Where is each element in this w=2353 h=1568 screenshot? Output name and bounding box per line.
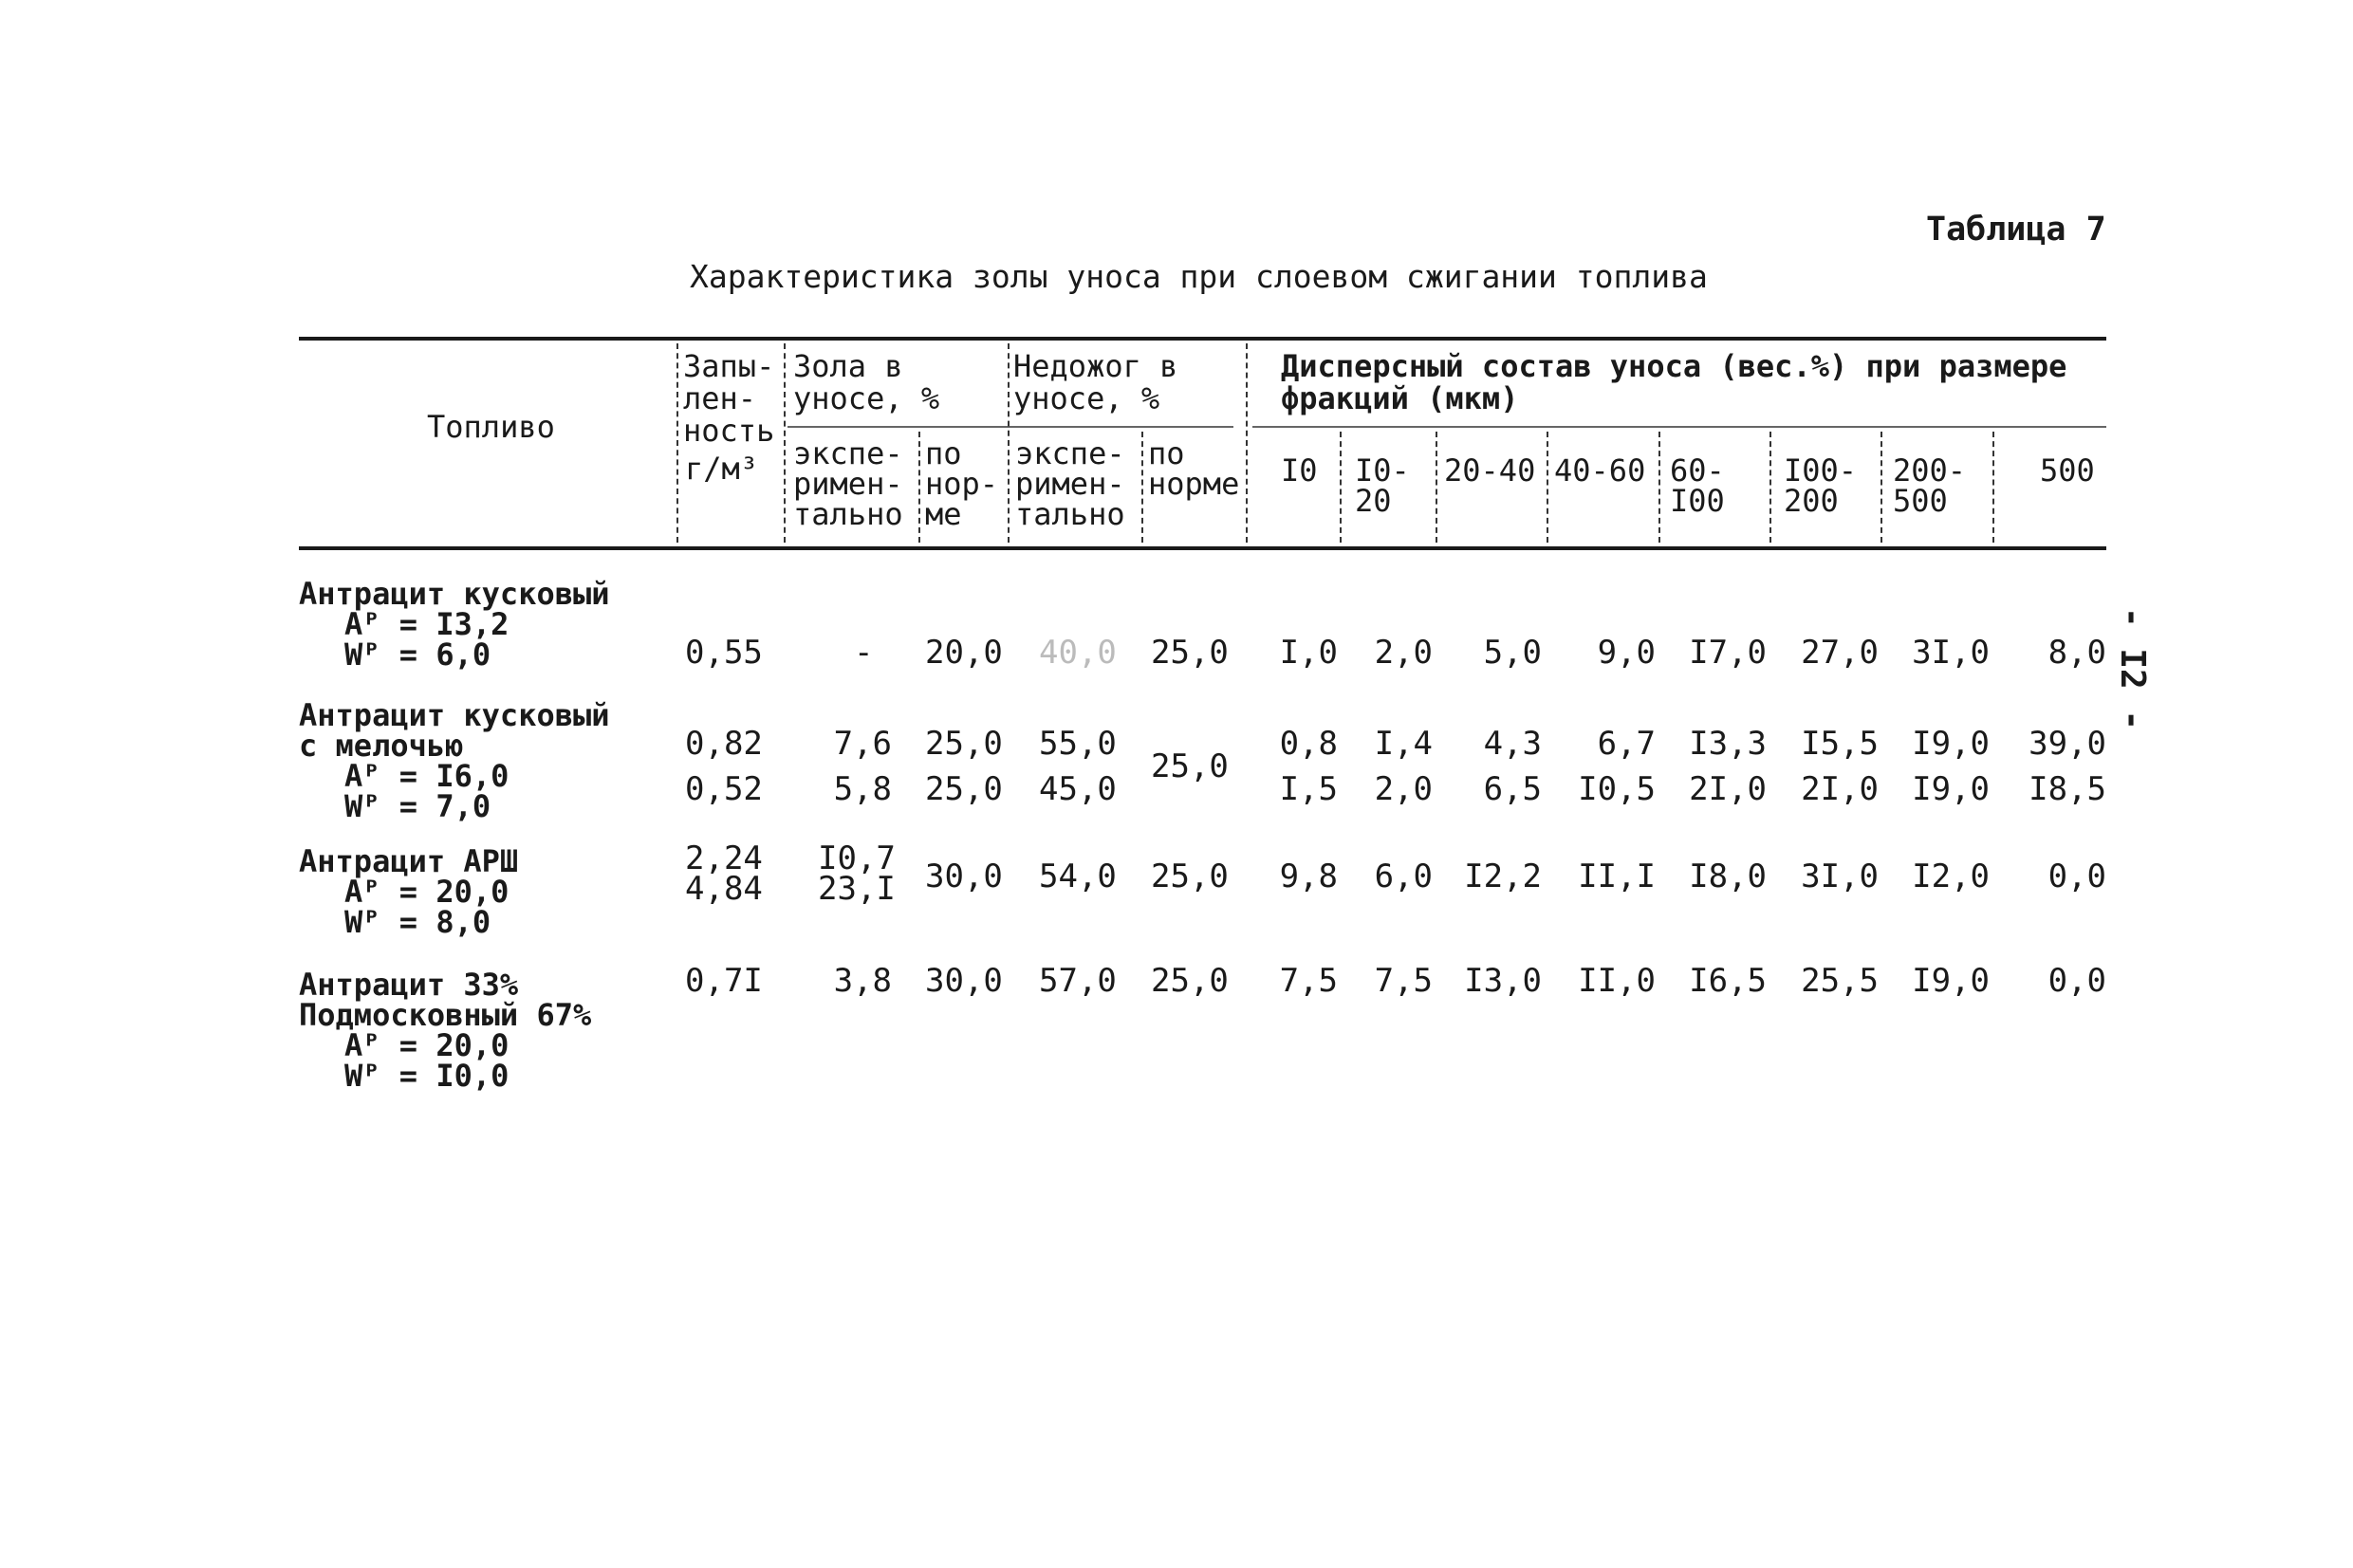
header-fraction-10: I0 [1281,452,1318,489]
dust-value: 0,52 [685,770,763,808]
fraction-value: I3,3 [1689,725,1767,763]
fuel-name [299,576,610,673]
fuel-ash-param: Aᴾ = 20,0 [344,874,510,910]
fraction-value: I3,0 [1464,962,1542,1000]
fraction-value: I2,2 [1464,858,1542,895]
fuel-ash-param: Aᴾ = 20,0 [344,1027,510,1063]
fraction-value: 6,7 [1597,725,1656,763]
fraction-value: II,0 [1578,962,1656,1000]
fuel-moisture-param: Wᴾ = I0,0 [344,1058,510,1094]
unburnt-norm-value: 25,0 [1151,962,1229,1000]
fraction-value: 0,8 [1279,725,1338,763]
dust-value: 0,55 [685,634,763,672]
col-sep [1658,432,1660,543]
top-rule [299,337,2106,341]
col-sep [1547,432,1548,543]
fraction-value: 2,0 [1374,634,1433,672]
ash-exp-value: 3,8 [833,962,892,1000]
unburnt-exp-value: 54,0 [1039,858,1117,895]
unburnt-norm-value: 25,0 [1151,634,1229,672]
header-fraction-60-100-a: 60- [1670,452,1725,489]
col-sep [1008,343,1010,543]
header-unb-exp-2: римен- [1015,466,1125,502]
header-dispersion-2: фракций (мкм) [1281,380,1519,416]
fraction-value: I,5 [1279,770,1338,808]
fuel-label-2: Подмосковный 67% [299,997,592,1033]
fraction-value: 4,3 [1483,725,1542,763]
fuel-label-2: с мелочью [299,728,464,764]
header-ash-exp-1: экспе- [793,435,903,471]
fraction-value: 0,0 [2047,962,2106,1000]
dust-value: 2,24 [685,839,763,877]
header-unb-norm-1: по [1148,435,1185,471]
col-sep [1769,432,1771,543]
ash-exp-value: - [854,634,874,672]
header-unb-exp-3: тально [1015,496,1125,532]
col-sep [1436,432,1437,543]
ash-exp-value: 7,6 [833,725,892,763]
header-dust-3: ность [683,413,775,449]
fraction-value: 8,0 [2047,634,2106,672]
ash-norm-value: 25,0 [925,770,1003,808]
fuel-moisture-param: Wᴾ = 8,0 [344,904,491,940]
fraction-value: 9,0 [1597,634,1656,672]
ash-norm-value: 30,0 [925,962,1003,1000]
header-fuel: Топливо [427,409,555,445]
unburnt-norm-value: 25,0 [1151,747,1229,785]
header-unburnt-2: уносе, % [1013,380,1160,416]
fraction-value: 7,5 [1279,962,1338,1000]
header-fraction-10-20-b: 20 [1355,483,1392,519]
header-unb-exp-1: экспе- [1015,435,1125,471]
col-sep [918,432,920,543]
col-sep [1340,432,1342,543]
header-ash-norm-2: нор- [925,466,999,502]
fraction-value: 2I,0 [1801,770,1879,808]
col-sep [676,343,678,543]
fuel-ash-param: Aᴾ = I6,0 [344,758,510,794]
page-number: - I2 - [2113,607,2152,731]
fuel-label: Антрацит 33% [299,967,519,1003]
unburnt-exp-value: 57,0 [1039,962,1117,1000]
ash-exp-value: I0,7 [818,839,896,877]
fraction-value: 39,0 [2029,725,2106,763]
table-label: Таблица 7 [1926,211,2106,249]
fraction-value: I9,0 [1912,770,1990,808]
unburnt-norm-value: 25,0 [1151,858,1229,895]
header-fraction-40-60: 40-60 [1554,452,1646,489]
fraction-value: 3I,0 [1801,858,1879,895]
col-sep [784,343,786,543]
col-sep [1141,432,1143,543]
fraction-value: 2I,0 [1689,770,1767,808]
fraction-value: I5,5 [1801,725,1879,763]
fuel-label: Антрацит АРШ [299,843,519,879]
header-fraction-10-20-a: I0- [1355,452,1410,489]
fraction-value: I8,5 [2029,770,2106,808]
ash-norm-value: 20,0 [925,634,1003,672]
header-dust-1: Запы- [683,348,775,384]
header-ash-norm-1: по [925,435,962,471]
header-fraction-200-500-a: 200- [1893,452,1967,489]
fraction-value: 2,0 [1374,770,1433,808]
col-sep [1881,432,1882,543]
header-dust-2: лен- [683,380,757,416]
table-caption: Характеристика золы уноса при слоевом сжигании топлива [690,258,1708,295]
ash-exp-value: 5,8 [833,770,892,808]
header-ash-exp-3: тально [793,496,903,532]
header-fraction-200-500-b: 500 [1893,483,1948,519]
ash-norm-value: 30,0 [925,858,1003,895]
fuel-label: Антрацит кусковый [299,697,610,733]
fraction-value: 6,5 [1483,770,1542,808]
dust-value: 0,82 [685,725,763,763]
fraction-value: 27,0 [1801,634,1879,672]
header-unb-norm-2: норме [1148,466,1240,502]
fraction-value: I7,0 [1689,634,1767,672]
fraction-value: I2,0 [1912,858,1990,895]
fraction-value: I9,0 [1912,962,1990,1000]
mid-rule-left [787,426,1233,428]
header-fraction-500: 500 [2040,452,2095,489]
fraction-value: I9,0 [1912,725,1990,763]
fuel-name [299,697,610,824]
unburnt-exp-value: 55,0 [1039,725,1117,763]
fuel-moisture-param: Wᴾ = 6,0 [344,636,491,673]
mid-rule-right [1252,426,2106,428]
fraction-value: II,I [1578,858,1656,895]
col-sep [1992,432,1994,543]
fraction-value: 3I,0 [1912,634,1990,672]
header-bottom-rule [299,546,2106,550]
header-unburnt-1: Недожог в [1013,348,1178,384]
dust-value: 4,84 [685,870,763,908]
fraction-value: 7,5 [1374,962,1433,1000]
header-ash-exp-2: римен- [793,466,903,502]
fuel-name [299,967,592,1094]
fraction-value: 9,8 [1279,858,1338,895]
fraction-value: 5,0 [1483,634,1542,672]
fraction-value: I,0 [1279,634,1338,672]
fraction-value: 0,0 [2047,858,2106,895]
fraction-value: I,4 [1374,725,1433,763]
header-fraction-60-100-b: I00 [1670,483,1725,519]
fuel-name [299,843,519,940]
header-dispersion-1: Дисперсный состав уноса (вес.%) при размере [1281,348,2067,384]
header-ash-1: Зола в [793,348,903,384]
col-sep [1246,343,1248,543]
header-dust-unit: г/м³ [685,451,759,487]
header-fraction-100-200-a: I00- [1784,452,1858,489]
header-fraction-100-200-b: 200 [1784,483,1839,519]
unburnt-exp-value: 40,0 [1039,634,1117,672]
fuel-label: Антрацит кусковый [299,576,610,612]
fuel-ash-param: Aᴾ = I3,2 [344,606,510,642]
fraction-value: I6,5 [1689,962,1767,1000]
header-ash-norm-3: ме [925,496,962,532]
fraction-value: I0,5 [1578,770,1656,808]
fraction-value: 6,0 [1374,858,1433,895]
fuel-moisture-param: Wᴾ = 7,0 [344,788,491,824]
dust-value: 0,7I [685,962,763,1000]
fraction-value: 25,5 [1801,962,1879,1000]
header-ash-2: уносе, % [793,380,940,416]
unburnt-exp-value: 45,0 [1039,770,1117,808]
header-fraction-20-40: 20-40 [1444,452,1536,489]
ash-norm-value: 25,0 [925,725,1003,763]
ash-exp-value: 23,I [818,870,896,908]
fraction-value: I8,0 [1689,858,1767,895]
